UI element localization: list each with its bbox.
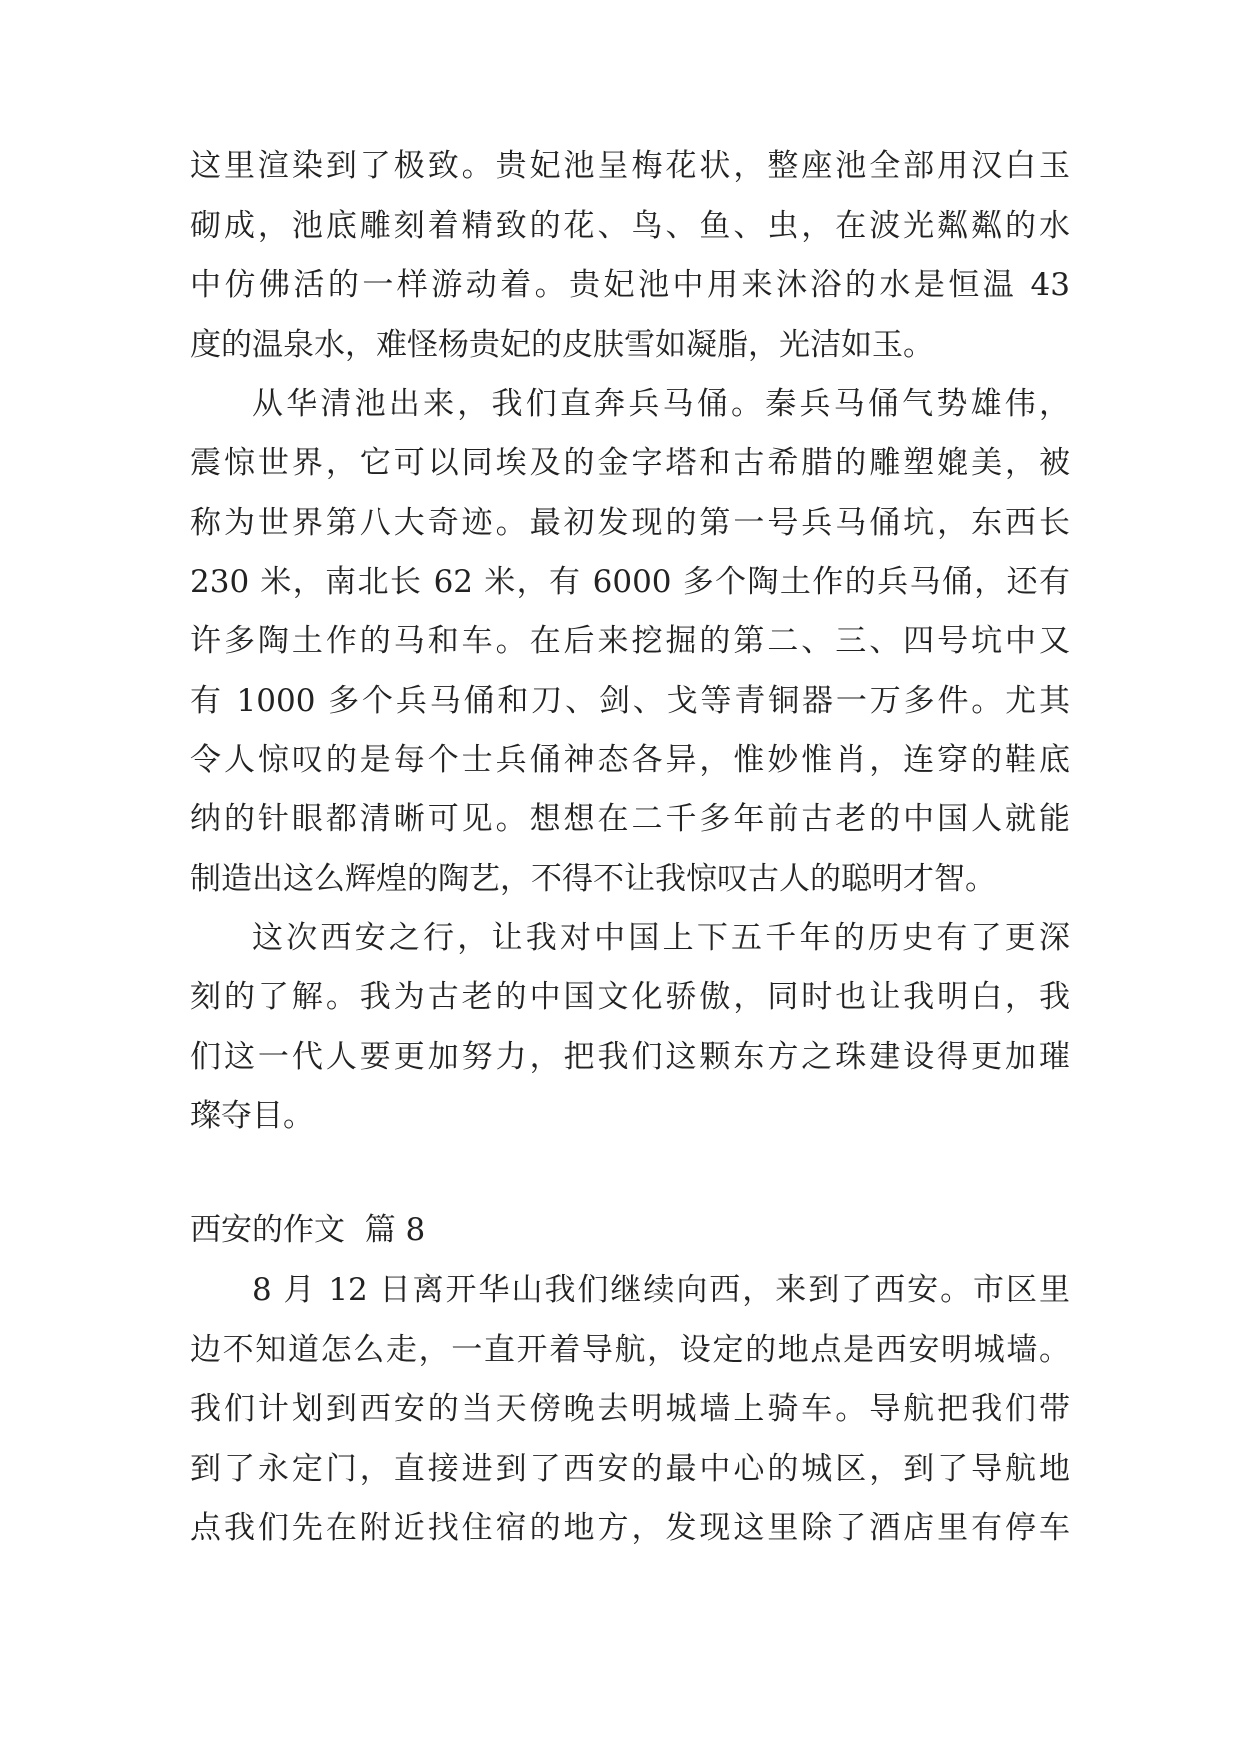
text-line: 砌成，池底雕刻着精致的花、鸟、鱼、虫，在波光粼粼的水 — [190, 208, 1070, 244]
text-line: 8 月 12 日离开华山我们继续向西，来到了西安。市区里 — [252, 1272, 1070, 1308]
text-line: 们这一代人要更加努力，把我们这颗东方之珠建设得更加璀 — [190, 1039, 1070, 1075]
text-line: 从华清池出来，我们直奔兵马俑。秦兵马俑气势雄伟， — [252, 386, 1070, 422]
text-line: 震惊世界，它可以同埃及的金字塔和古希腊的雕塑媲美，被 — [190, 445, 1070, 481]
text-line: 到了永定门，直接进到了西安的最中心的城区，到了导航地 — [190, 1451, 1070, 1487]
text-line: 璨夺目。 — [190, 1098, 314, 1134]
text-line: 230 米，南北长 62 米，有 6000 多个陶土作的兵马俑，还有 — [190, 564, 1070, 600]
text-line: 刻的了解。我为古老的中国文化骄傲，同时也让我明白，我 — [190, 979, 1070, 1015]
text-line: 令人惊叹的是每个士兵俑神态各异，惟妙惟肖，连穿的鞋底 — [190, 742, 1070, 778]
text-line: 度的温泉水，难怪杨贵妃的皮肤雪如凝脂，光洁如玉。 — [190, 327, 934, 363]
text-line: 中仿佛活的一样游动着。贵妃池中用来沐浴的水是恒温 43 — [190, 267, 1070, 303]
text-line: 许多陶土作的马和车。在后来挖掘的第二、三、四号坑中又 — [190, 623, 1070, 659]
text-line: 点我们先在附近找住宿的地方，发现这里除了酒店里有停车 — [190, 1510, 1070, 1546]
text-line: 有 1000 多个兵马俑和刀、剑、戈等青铜器一万多件。尤其 — [190, 683, 1070, 719]
text-line: 称为世界第八大奇迹。最初发现的第一号兵马俑坑，东西长 — [190, 505, 1070, 541]
text-line: 边不知道怎么走，一直开着导航，设定的地点是西安明城墙。 — [190, 1332, 1070, 1368]
text-line: 制造出这么辉煌的陶艺，不得不让我惊叹古人的聪明才智。 — [190, 861, 996, 897]
text-line: 我们计划到西安的当天傍晚去明城墙上骑车。导航把我们带 — [190, 1391, 1070, 1427]
text-line: 纳的针眼都清晰可见。想想在二千多年前古老的中国人就能 — [190, 801, 1070, 837]
section-heading: 西安的作文 篇 8 — [190, 1212, 426, 1248]
text-line: 这次西安之行，让我对中国上下五千年的历史有了更深 — [252, 920, 1070, 956]
text-line: 这里渲染到了极致。贵妃池呈梅花状，整座池全部用汉白玉 — [190, 148, 1070, 184]
